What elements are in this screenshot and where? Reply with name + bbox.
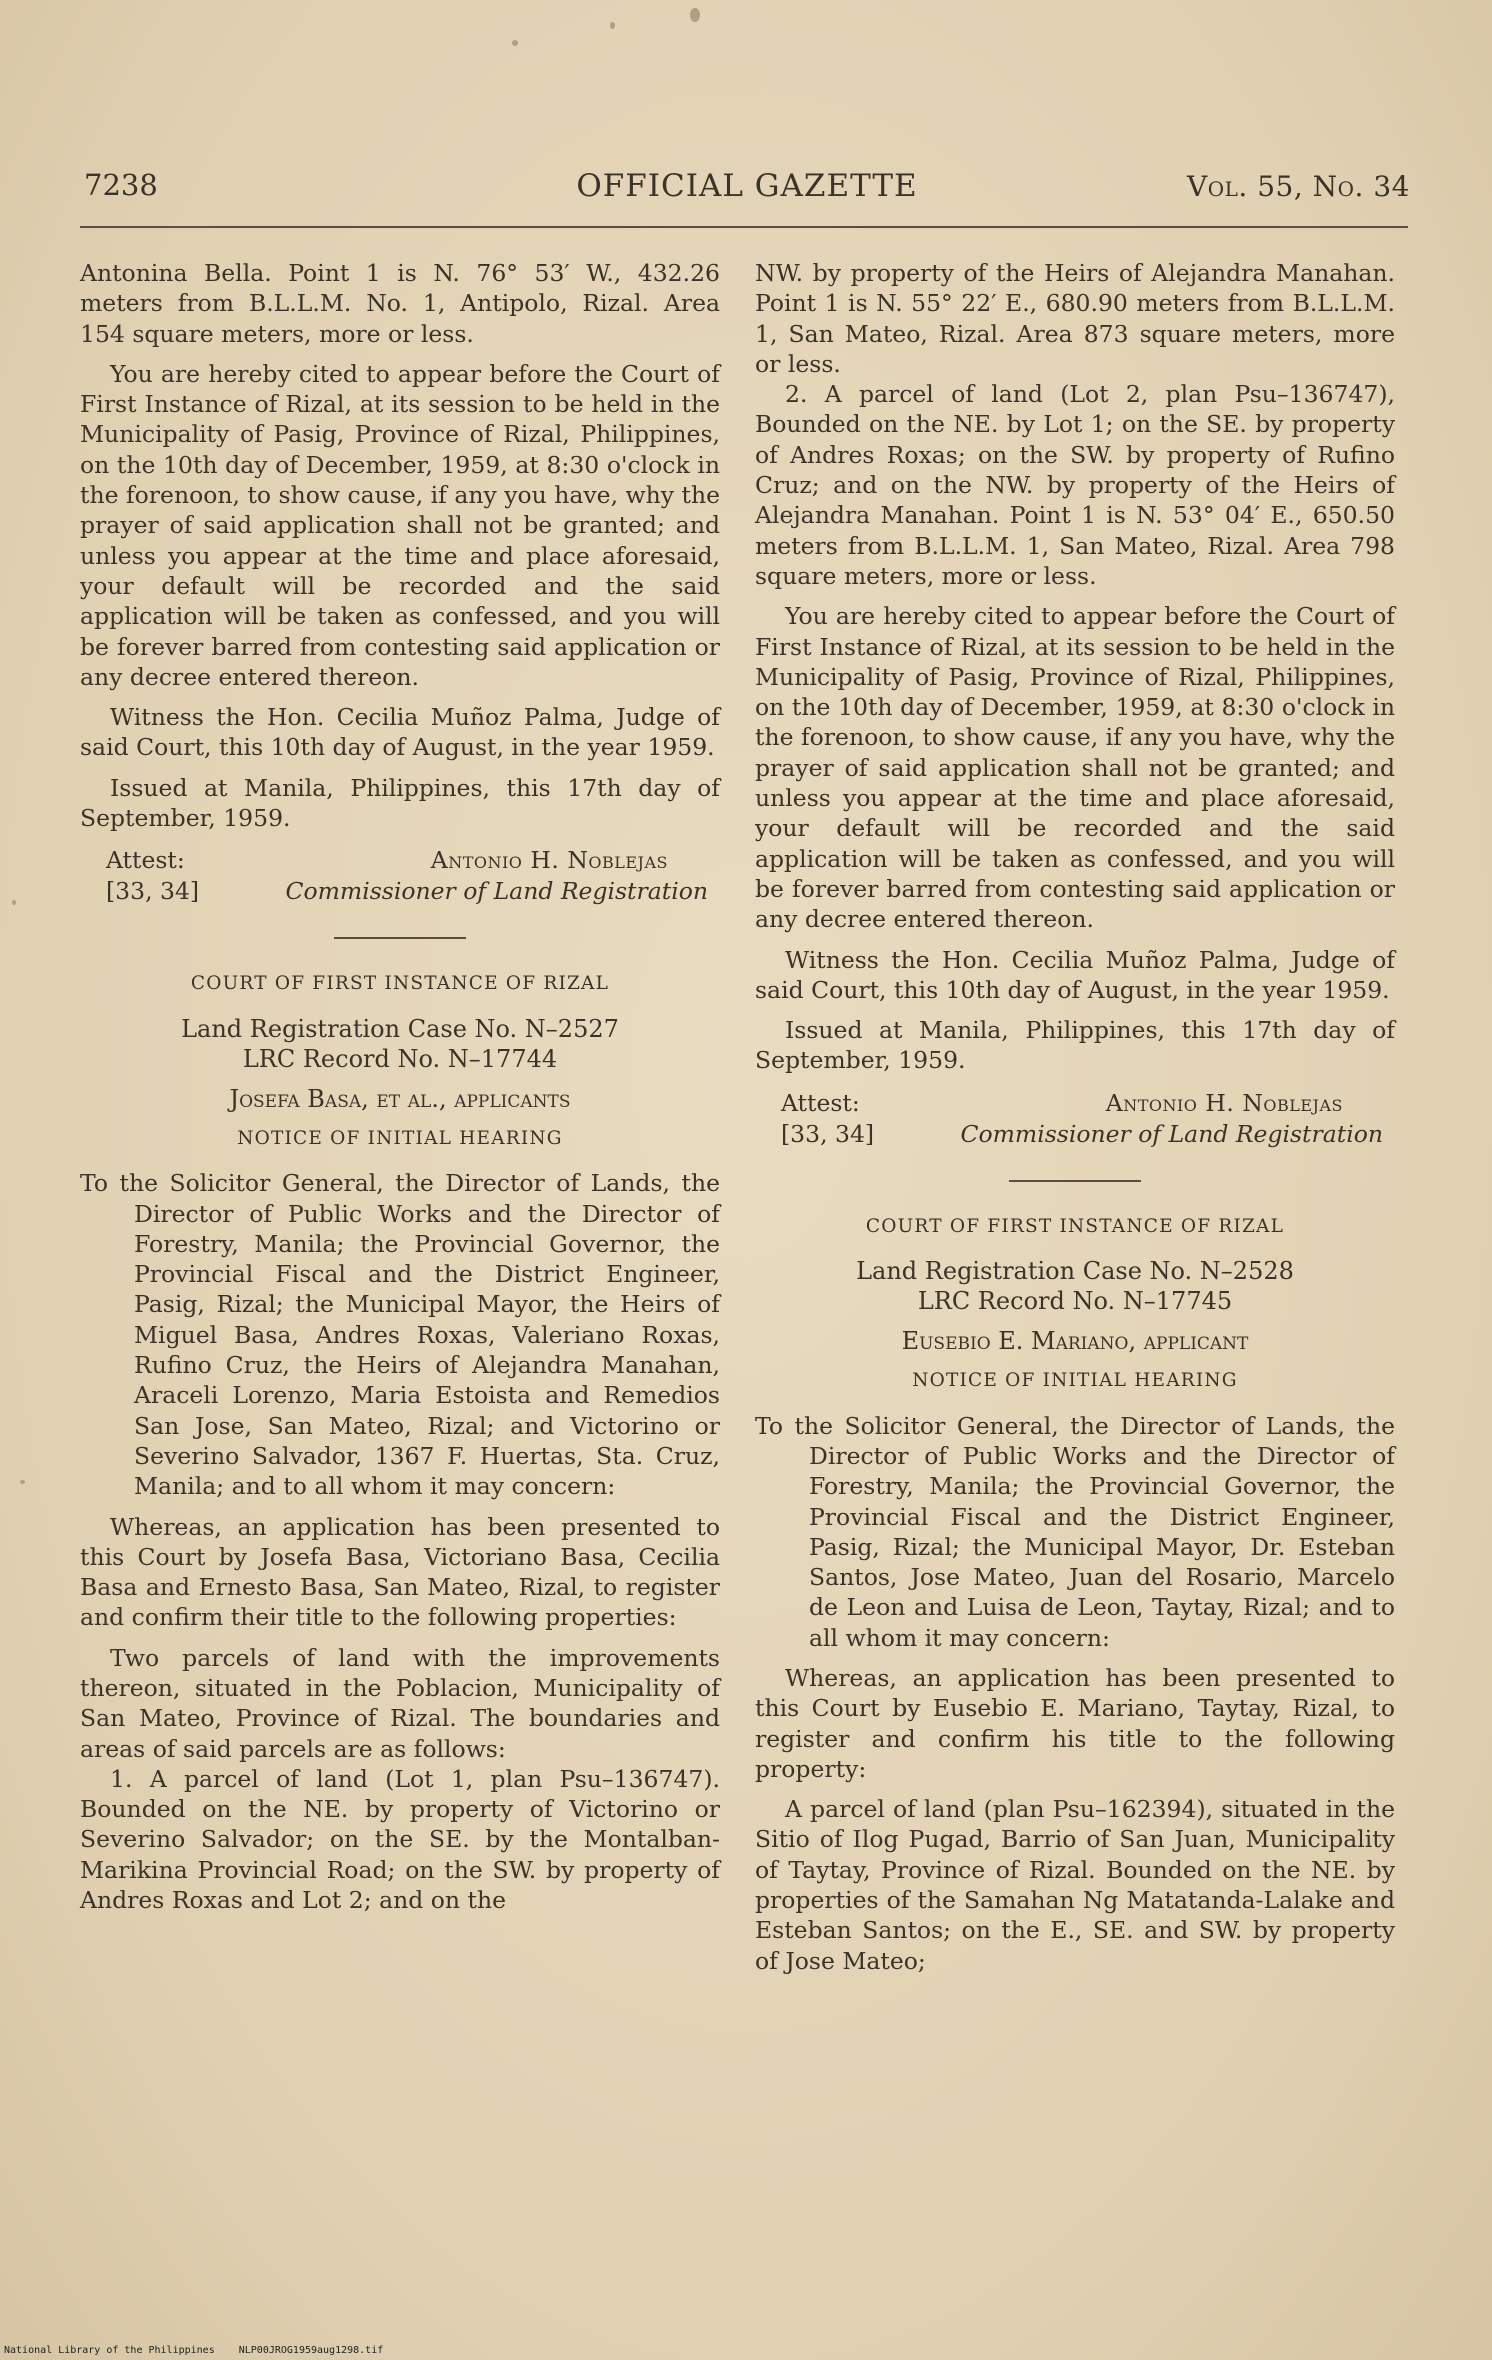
page-number: 7238 (84, 168, 158, 202)
applicant-line: Josefa Basa, et al., applicants (229, 1084, 571, 1113)
scan-footer (4, 2345, 401, 2356)
lrc-record: LRC Record No. N–17745 (917, 1287, 1233, 1316)
continuation-paragraph: NW. by property of the Heirs of Alejandra Manahan. Point 1 is N. 55° 22′ E., 680.90 meters from B.L.L.M. 1, San Mateo, Rizal. Area 873 square meters, more or less. (755, 259, 1395, 378)
whereas-paragraph: Whereas, an application has been presented to this Court by Eusebio E. Mariano, Taytay, Rizal, to register and confirm his title to the following property: (755, 1663, 1395, 1783)
left-column (80, 258, 720, 1925)
attestation-block (755, 1088, 1395, 1150)
footer-file: NLP00JROG1959aug1298.tif (238, 2345, 384, 2356)
notice-heading: NOTICE OF INITIAL HEARING (237, 1127, 563, 1149)
parcel-2-paragraph: 2. A parcel of land (Lot 2, plan Psu–136747), Bounded on the NE. by Lot 1; on the SE. by property of Andres Roxas; on the SW. by property of Rufino Cruz; and on the NW. by property of the Heirs of Alejandra Manahan. Point 1 is N. 53° 04′ E., 650.50 meters from B.L.L.M. 1, San Mateo, Rizal. Area 798 square meters, more or less. (755, 380, 1395, 590)
citation-paragraph: You are hereby cited to appear before the Court of First Instance of Rizal, at its session to be held in the Municipality of Pasig, Province of Rizal, Philippines, on the 10th day of December, 1959, at 8:30 o'clock in the forenoon, to show cause, if any you have, why the prayer of said application shall not be granted; and unless you appear at the time and place aforesaid, your default will be recorded and the said application will be taken as confessed, and you will be forever barred from contesting said application or any decree entered thereon. (755, 602, 1396, 934)
continuation-paragraph: Antonina Bella. Point 1 is N. 76° 53′ W., 432.26 meters from B.L.L.M. No. 1, Antipolo, Rizal. Area 154 square meters, more or less. (80, 259, 720, 348)
issue-numbers: [33, 34] (106, 877, 200, 906)
notice-heading: NOTICE OF INITIAL HEARING (912, 1370, 1238, 1392)
lrc-record: LRC Record No. N–17744 (242, 1044, 558, 1073)
attestation-block (80, 845, 720, 907)
parcel-1-paragraph: 1. A parcel of land (Lot 1, plan Psu–136747). Bounded on the NE. by property of Victorino or Severino Salvador; on the SE. by the Montalban-Marikina Provincial Road; on the SW. by property of Andres Roxas and Lot 2; and on the (80, 1764, 720, 1915)
publication-title: OFFICIAL GAZETTE (576, 168, 918, 204)
case-number: Land Registration Case No. N–2528 (856, 1257, 1294, 1286)
parcel-paragraph: A parcel of land (plan Psu–162394), situated in the Sitio of Ilog Pugad, Barrio of San Juan, Municipality of Taytay, Province of Rizal. Bounded on the NE. by properties of the Samahan Ng Matatanda-Lalake and Esteban Santos; on the E., SE. and SW. by property of Jose Mateo; (755, 1795, 1395, 1975)
court-heading: COURT OF FIRST INSTANCE OF RIZAL (190, 973, 610, 995)
signatory-title: Commissioner of Land Registration (285, 877, 708, 906)
witness-paragraph: Witness the Hon. Cecilia Muñoz Palma, Judge of said Court, this 10th day of August, in the year 1959. (80, 703, 720, 762)
signatory-title: Commissioner of Land Registration (960, 1119, 1383, 1148)
signatory-name: Antonio H. Noblejas (1105, 1088, 1343, 1117)
attest-label: Attest: (781, 1088, 860, 1117)
signatory-name: Antonio H. Noblejas (430, 846, 668, 875)
page-header (84, 168, 1410, 212)
citation-paragraph: You are hereby cited to appear before the Court of First Instance of Rizal, at its session to be held in the Municipality of Pasig, Province of Rizal, Philippines, on the 10th day of December, 1959, at 8:30 o'clock in the forenoon, to show cause, if any you have, why the prayer of said application shall not be granted; and unless you appear at the time and place aforesaid, your default will be recorded and the said application will be taken as confessed, and you will be forever barred from contesting said application or any decree entered thereon. (80, 359, 721, 691)
addressees-paragraph: To the Solicitor General, the Director of Lands, the Director of Public Works and the Director of Forestry, Manila; the Provincial Governor, the Provincial Fiscal and the District Engineer, Pasig, Rizal; the Municipal Mayor, Dr. Esteban Santos, Jose Mateo, Juan del Rosario, Marcelo de Leon and Luisa de Leon, Taytay, Rizal; and to all whom it may concern: (755, 1411, 1395, 1652)
issue-numbers: [33, 34] (781, 1119, 875, 1148)
issued-paragraph: Issued at Manila, Philippines, this 17th day of September, 1959. (80, 773, 720, 833)
addressees-paragraph: To the Solicitor General, the Director of Lands, the Director of Public Works and the Director of Forestry, Manila; the Provincial Governor, the Provincial Fiscal and the District Engineer, Pasig, Rizal; the Municipal Mayor, the Heirs of Miguel Basa, Andres Roxas, Valeriano Roxas, Rufino Cruz, the Heirs of Alejandra Manahan, Araceli Lorenzo, Maria Estoista and Remedios San Jose, San Mateo, Rizal; and Victorino or Severino Salvador, 1367 F. Huertas, Sta. Cruz, Manila; and to all whom it may concern: (80, 1169, 720, 1501)
right-column (755, 258, 1395, 1986)
witness-paragraph: Witness the Hon. Cecilia Muñoz Palma, Judge of said Court, this 10th day of August, in the year 1959. (755, 945, 1395, 1004)
issued-paragraph: Issued at Manila, Philippines, this 17th day of September, 1959. (755, 1016, 1395, 1075)
court-heading: COURT OF FIRST INSTANCE OF RIZAL (865, 1215, 1285, 1237)
section-divider (334, 937, 466, 939)
parcels-intro-paragraph: Two parcels of land with the improvements thereon, situated in the Poblacion, Municipality of San Mateo, Province of Rizal. The boundaries and areas of said parcels are as follows: (80, 1643, 720, 1763)
header-rule (80, 226, 1408, 228)
case-number: Land Registration Case No. N–2527 (181, 1014, 619, 1043)
footer-library: National Library of the Philippines (4, 2345, 215, 2356)
section-divider (1009, 1180, 1141, 1182)
whereas-paragraph: Whereas, an application has been presented to this Court by Josefa Basa, Victoriano Basa, Cecilia Basa and Ernesto Basa, San Mateo, Rizal, to register and confirm their title to the following properties: (80, 1512, 720, 1632)
attest-label: Attest: (106, 846, 185, 875)
volume-number: Vol. 55, No. 34 (1187, 170, 1410, 203)
applicant-line: Eusebio E. Mariano, applicant (901, 1327, 1249, 1356)
